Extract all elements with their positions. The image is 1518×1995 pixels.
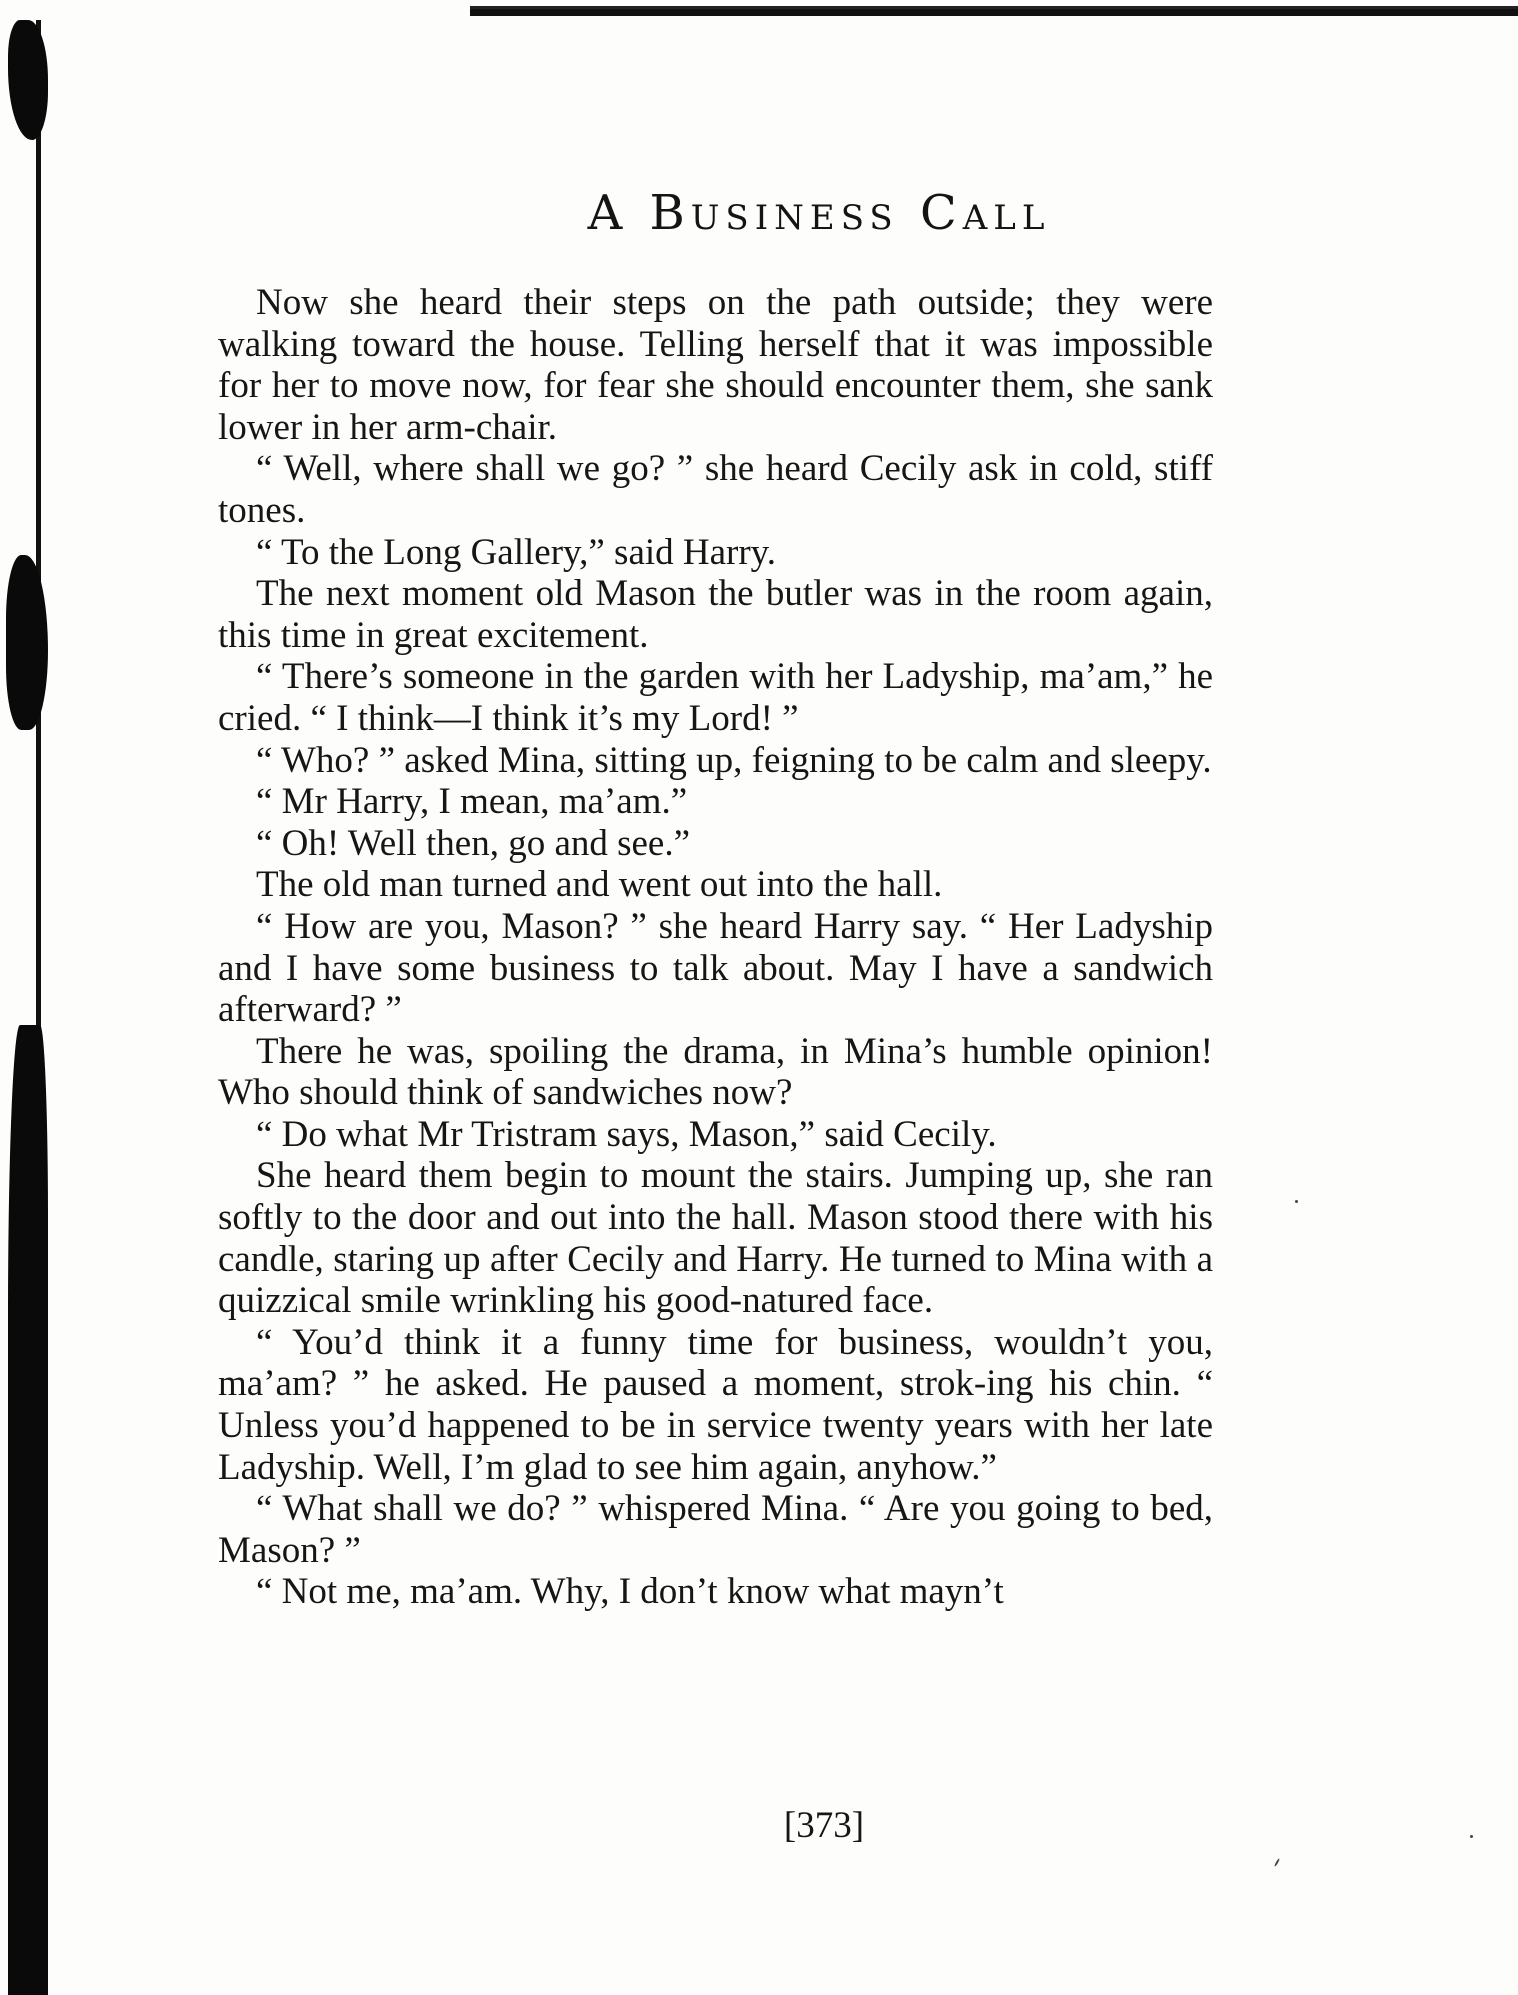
paper-speck	[1295, 1200, 1298, 1203]
paragraph: “ To the Long Gallery,” said Harry.	[256, 531, 777, 573]
top-rule	[470, 6, 1518, 19]
paragraph: “ Not me, ma’am. Why, I don’t know what mayn’t	[256, 1571, 1004, 1613]
page-number: [373]	[783, 1805, 865, 1846]
paragraph: “ How are you, Mason? ” she heard Harry say. “ Her Ladyship and I have some business to talk about. May I have a sandwich afterward? ”	[218, 905, 1213, 1031]
paragraph: The old man turned and went out into the hall.	[256, 864, 943, 906]
gutter-blot	[6, 555, 48, 730]
paragraph: “ You’d think it a funny time for business, wouldn’t you, ma’am? ” he asked. He paused a moment, strok-ing his chin. “ Unless you’d happened to be in service twenty years with her late Ladyship. Well, I’m glad to see him again, anyhow.”	[218, 1321, 1213, 1488]
paragraph: There he was, spoiling the drama, in Mina’s humble opinion! Who should think of sandwiches now?	[218, 1030, 1213, 1114]
paragraph: She heard them begin to mount the stairs. Jumping up, she ran softly to the door and out into the hall. Mason stood there with his candle, staring up after Cecily and Harry. He turned to Mina with a quizzical smile wrinkling his good-natured face.	[218, 1155, 1213, 1322]
gutter-blot	[8, 20, 48, 140]
paragraph: “ Do what Mr Tristram says, Mason,” said Cecily.	[256, 1113, 997, 1155]
paragraph: “ What shall we do? ” whispered Mina. “ Are you going to bed, Mason? ”	[218, 1488, 1213, 1571]
paragraph: “ Well, where shall we go? ” she heard Cecily ask in cold, stiff tones.	[218, 448, 1213, 531]
paragraph: “ Mr Harry, I mean, ma’am.”	[256, 781, 688, 823]
running-head	[0, 185, 1518, 241]
paper-speck	[1274, 1858, 1280, 1867]
paragraph: Now she heard their steps on the path outside; they were walking toward the house. Telling herself that it was impossible for her to move now, for fear she should encounter them, she sank lower in her arm-chair.	[218, 282, 1213, 448]
paragraph: “ Who? ” asked Mina, sitting up, feigning to be calm and sleepy.	[256, 739, 1212, 781]
gutter-blot	[8, 1025, 48, 1995]
paragraph: “ There’s someone in the garden with her Ladyship, ma’am,” he cried. “ I think—I think it’s my Lord! ”	[218, 656, 1213, 739]
paper-speck	[1470, 1835, 1473, 1838]
paragraph: The next moment old Mason the butler was in the room again, this time in great excitement.	[218, 573, 1213, 656]
chapter-title: A Business Call	[587, 185, 1051, 241]
paragraph: “ Oh! Well then, go and see.”	[256, 822, 691, 864]
body-text	[218, 282, 1213, 1613]
